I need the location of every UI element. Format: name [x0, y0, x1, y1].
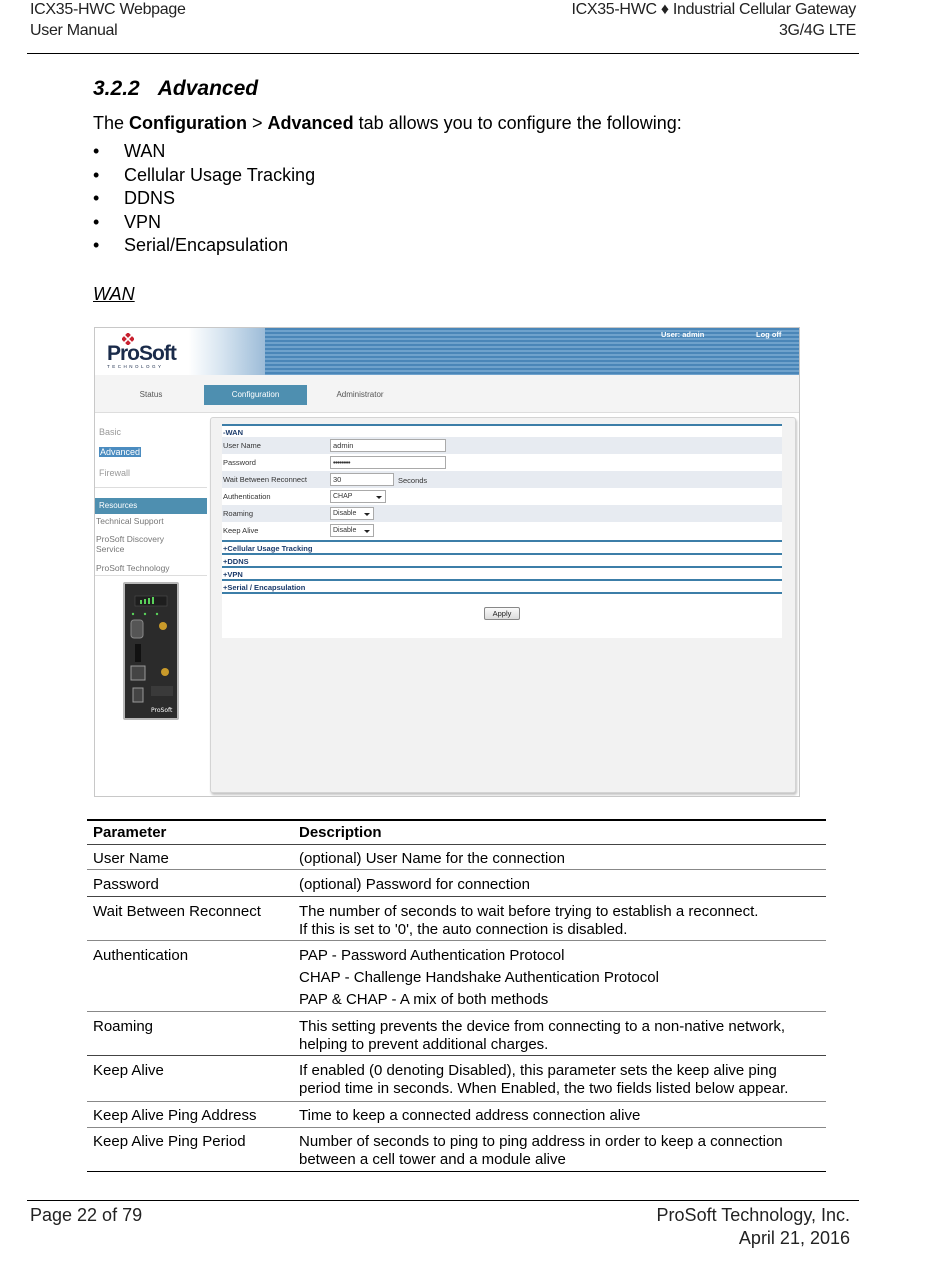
- section-number: 3.2.2: [93, 77, 140, 100]
- wan-section-toggle[interactable]: -WAN: [223, 428, 243, 437]
- wait-reconnect-input[interactable]: 30: [330, 473, 394, 486]
- param-name: Wait Between Reconnect: [93, 903, 261, 920]
- table-row: [87, 845, 826, 870]
- param-name: Keep Alive Ping Period: [93, 1133, 246, 1150]
- footer-page-number: Page 22 of 79: [30, 1205, 143, 1225]
- param-description: (optional) Password for connection: [299, 876, 530, 893]
- param-description: PAP & CHAP - A mix of both methods: [299, 991, 549, 1008]
- cellular-usage-toggle[interactable]: +Cellular Usage Tracking: [223, 544, 313, 553]
- sidebar-item-advanced[interactable]: Advanced: [100, 447, 141, 457]
- vpn-toggle[interactable]: +VPN: [223, 570, 243, 579]
- wait-reconnect-unit: Seconds: [398, 476, 428, 485]
- header-rule: [27, 53, 859, 54]
- param-name: Keep Alive: [93, 1062, 164, 1079]
- authentication-select[interactable]: CHAP: [330, 490, 386, 503]
- param-name: Authentication: [93, 947, 189, 964]
- param-description: If this is set to '0', the auto connection is disabled.: [299, 921, 628, 938]
- intro-configuration: Configuration: [129, 113, 248, 133]
- footer-date: April 21, 2016: [738, 1228, 850, 1248]
- sidebar-divider: [95, 487, 207, 488]
- wait-reconnect-label: Wait Between Reconnect: [223, 475, 307, 484]
- svg-text:ProSoft: ProSoft: [151, 707, 173, 714]
- keep-alive-label: Keep Alive: [223, 526, 259, 535]
- section-title: Advanced: [157, 77, 259, 100]
- param-name: User Name: [93, 850, 169, 867]
- intro-text-1: The: [93, 113, 130, 133]
- resource-technical-support[interactable]: Technical Support: [96, 516, 164, 526]
- intro-advanced: Advanced: [267, 113, 354, 133]
- list-item: • VPN: [93, 212, 315, 236]
- ddns-toggle[interactable]: +DDNS: [223, 557, 249, 566]
- param-description: period time in seconds. When Enabled, the two fields listed below appear.: [299, 1080, 789, 1097]
- gateway-device-icon: [125, 584, 177, 718]
- webpage-screenshot: [94, 327, 800, 797]
- form-row-user-name: [222, 437, 782, 454]
- form-row-keep-alive: [222, 522, 782, 539]
- tab-administrator[interactable]: Administrator: [336, 390, 384, 399]
- tab-configuration[interactable]: Configuration: [204, 385, 307, 405]
- param-name: Password: [93, 876, 159, 893]
- section-bar: [222, 592, 782, 594]
- param-description: Time to keep a connected address connection alive: [299, 1107, 641, 1124]
- table-row: [87, 1102, 826, 1128]
- section-bar: [222, 540, 782, 542]
- intro-text-3: tab allows you to configure the following:: [353, 113, 682, 133]
- device-image: [123, 582, 179, 720]
- list-item: • Serial/Encapsulation: [93, 235, 315, 259]
- password-input[interactable]: ••••••••: [330, 456, 446, 469]
- header-doc-title: ICX35-HWC Webpage: [30, 1, 186, 18]
- table-row: [87, 1012, 826, 1056]
- user-label: User: admin: [661, 330, 705, 339]
- sidebar-item-firewall[interactable]: Firewall: [99, 468, 131, 478]
- footer-company: ProSoft Technology, Inc.: [656, 1205, 850, 1225]
- table-row: [87, 870, 826, 897]
- table-row: [87, 1128, 826, 1172]
- section-bar: [222, 579, 782, 581]
- user-name-input[interactable]: admin: [330, 439, 446, 452]
- section-bar: [222, 553, 782, 555]
- table-row: [87, 897, 826, 941]
- table-row: [87, 941, 826, 1012]
- table-header-description: Description: [299, 824, 382, 841]
- table-header-parameter: Parameter: [93, 824, 167, 841]
- logo-area: [95, 328, 265, 375]
- section-intro: [93, 113, 682, 134]
- table-row: [87, 1056, 826, 1102]
- prosoft-logo: ProSoft: [107, 342, 176, 365]
- prosoft-logo-sub: TECHNOLOGY: [107, 364, 164, 369]
- list-item: • DDNS: [93, 188, 315, 212]
- resources-heading: Resources: [95, 498, 207, 514]
- header-product-variant: 3G/4G LTE: [778, 22, 856, 39]
- sidebar-item-basic[interactable]: Basic: [99, 427, 122, 437]
- authentication-label: Authentication: [223, 492, 271, 501]
- param-description: (optional) User Name for the connection: [299, 850, 565, 867]
- content-panel: [210, 417, 796, 793]
- section-bar: [222, 566, 782, 568]
- list-item: • Cellular Usage Tracking: [93, 165, 315, 189]
- param-description: The number of seconds to wait before trying to establish a reconnect.: [299, 903, 759, 920]
- keep-alive-select[interactable]: Disable: [330, 524, 374, 537]
- roaming-select[interactable]: Disable: [330, 507, 374, 520]
- tab-bar: [95, 375, 800, 413]
- param-name: Keep Alive Ping Address: [93, 1107, 257, 1124]
- param-description: PAP - Password Authentication Protocol: [299, 947, 565, 964]
- intro-text-2: >: [247, 113, 268, 133]
- param-description: between a cell tower and a module alive: [299, 1151, 566, 1168]
- serial-encapsulation-toggle[interactable]: +Serial / Encapsulation: [223, 583, 306, 592]
- header-product-name: ICX35-HWC ♦ Industrial Cellular Gateway: [571, 1, 856, 18]
- form-row-roaming: [222, 505, 782, 522]
- param-name: Roaming: [93, 1018, 154, 1035]
- param-description: If enabled (0 denoting Disabled), this parameter sets the keep alive ping: [299, 1062, 777, 1079]
- header-doc-subtitle: User Manual: [30, 22, 118, 39]
- password-label: Password: [223, 458, 256, 467]
- resource-prosoft-technology[interactable]: ProSoft Technology: [96, 563, 170, 573]
- param-description: This setting prevents the device from connecting to a non-native network,: [299, 1018, 786, 1035]
- wan-form: [222, 424, 782, 638]
- user-name-label: User Name: [223, 441, 261, 450]
- resource-prosoft-discovery[interactable]: ProSoft Discovery Service: [96, 534, 165, 554]
- tab-status[interactable]: Status: [139, 390, 163, 399]
- apply-button[interactable]: Apply: [484, 607, 520, 620]
- param-description: helping to prevent additional charges.: [299, 1036, 549, 1053]
- form-row-authentication: [222, 488, 782, 505]
- logoff-link[interactable]: Log off: [756, 330, 782, 339]
- sidebar-divider: [95, 575, 207, 576]
- form-row-wait-reconnect: [222, 471, 782, 488]
- param-description: CHAP - Challenge Handshake Authentication Protocol: [299, 969, 659, 986]
- section-bar: [222, 424, 782, 426]
- feature-list: [93, 141, 315, 259]
- form-row-password: [222, 454, 782, 471]
- table-header-row: [87, 820, 826, 845]
- roaming-label: Roaming: [223, 509, 254, 518]
- wan-subheading: WAN: [93, 284, 135, 304]
- param-description: Number of seconds to ping to ping address in order to keep a connection: [299, 1133, 783, 1150]
- section-heading: [93, 77, 258, 101]
- footer-rule: [27, 1200, 859, 1201]
- list-item: • WAN: [93, 141, 315, 165]
